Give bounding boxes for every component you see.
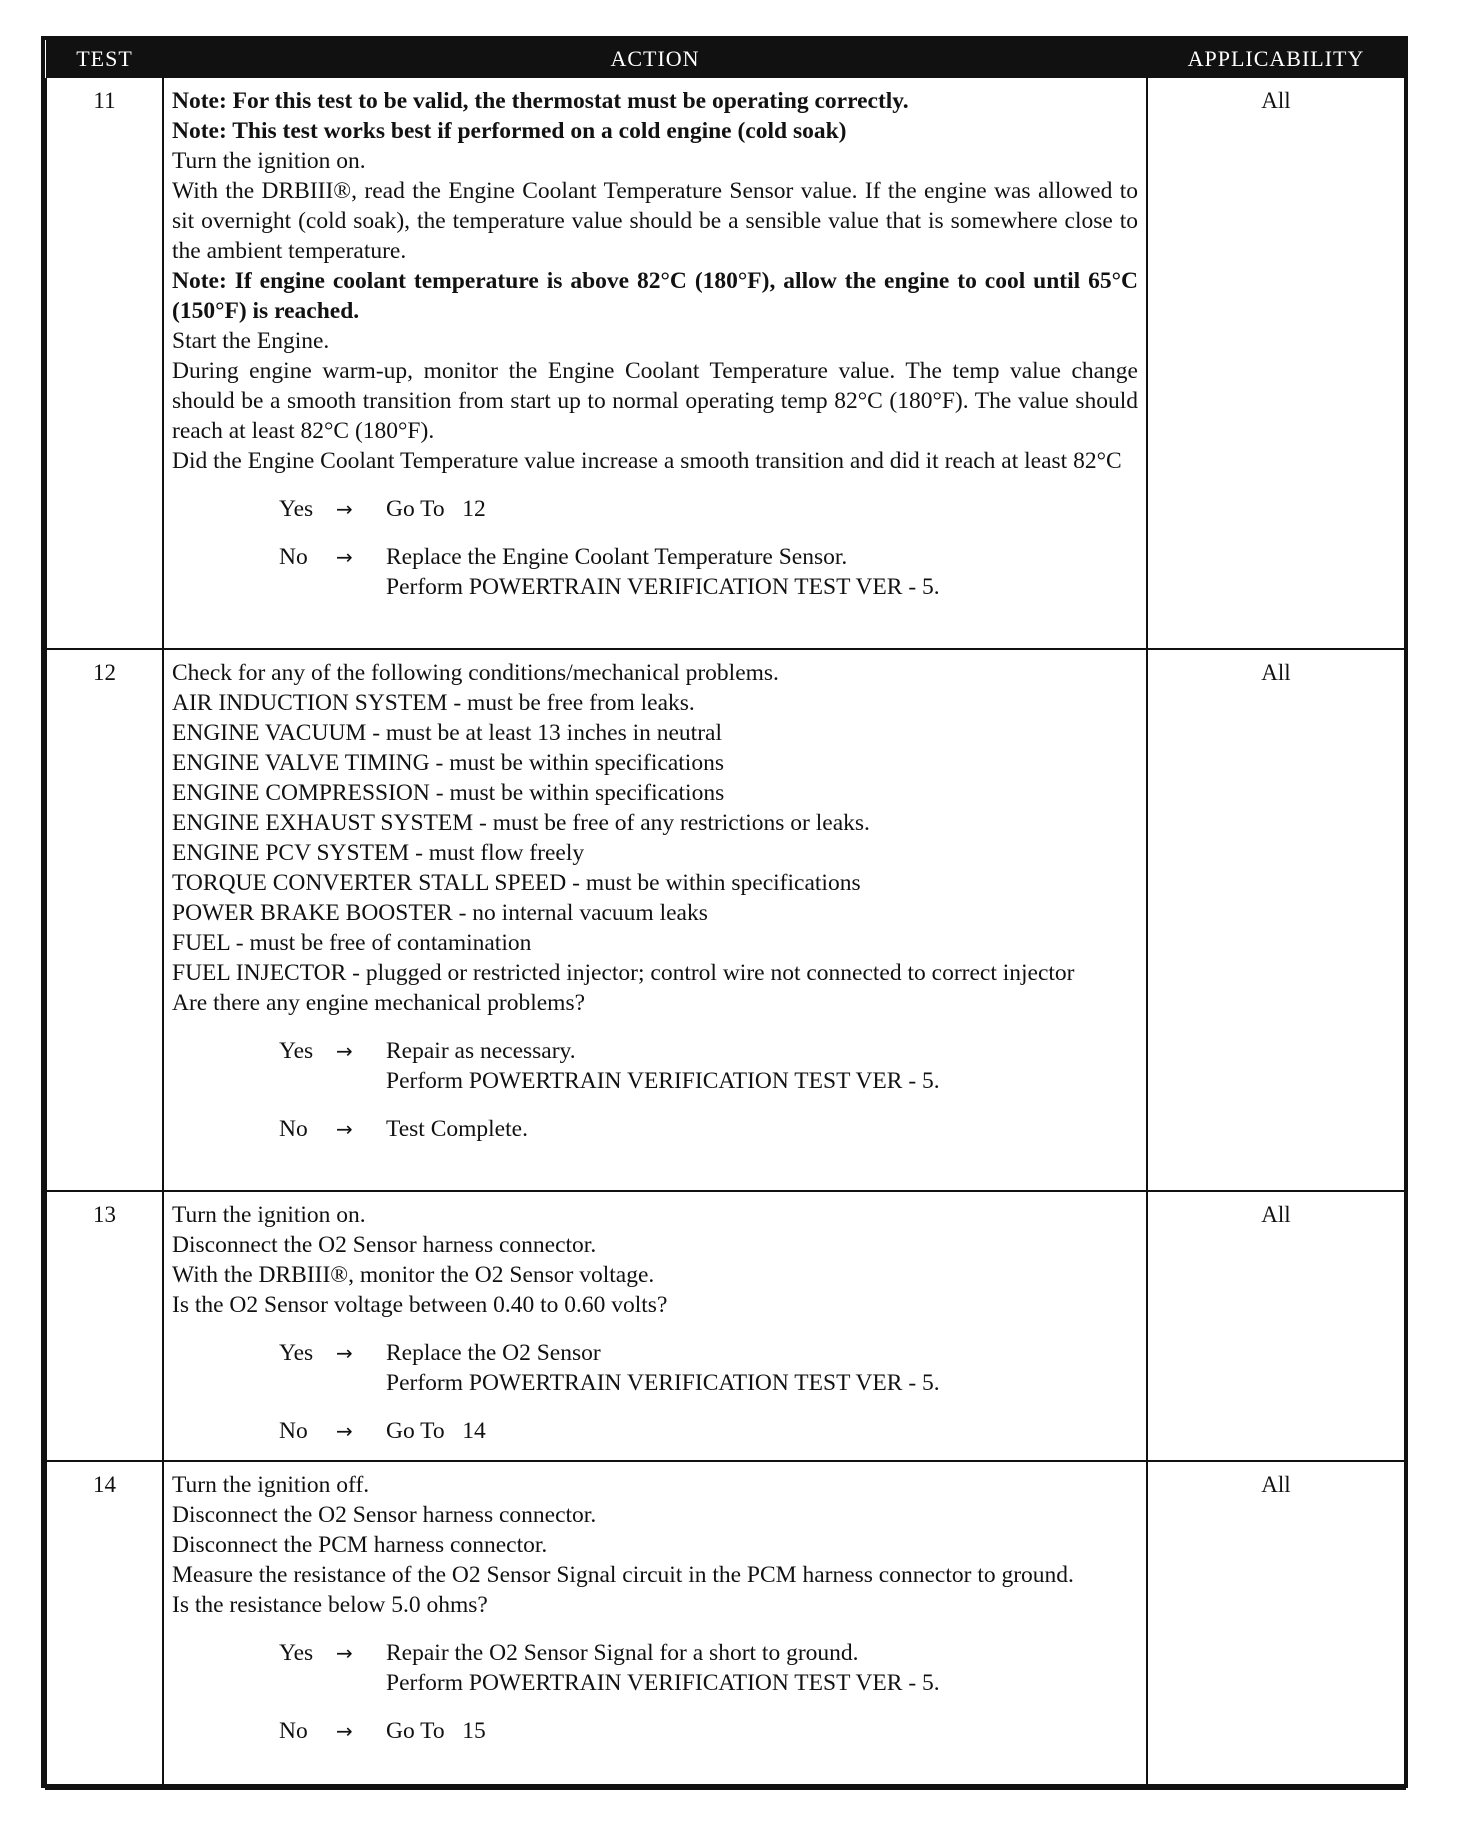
instruction-line: Disconnect the O2 Sensor harness connector. [172, 1232, 597, 1258]
right-arrow-icon: → [336, 1117, 353, 1141]
answer-result [386, 1114, 528, 1144]
applicability-value: All [1147, 1191, 1405, 1461]
header-test: TEST [46, 40, 163, 78]
applicability-value: All [1147, 649, 1405, 1191]
instruction-line: Turn the ignition on. [172, 148, 366, 174]
result-line: Perform POWERTRAIN VERIFICATION TEST VER - 5. [386, 1370, 940, 1396]
table-body [46, 78, 1405, 1789]
instruction-line: ENGINE VALVE TIMING - must be within specifications [172, 750, 724, 776]
result-line: Perform POWERTRAIN VERIFICATION TEST VER - 5. [386, 1670, 940, 1696]
answer-yes [279, 1638, 1138, 1698]
note-line: Note: This test works best if performed on a cold engine (cold soak) [172, 118, 847, 144]
answer-label: No [279, 1116, 308, 1142]
instruction-line: Disconnect the PCM harness connector. [172, 1532, 548, 1558]
answer-no [279, 1416, 1138, 1446]
applicability-value: All [1147, 78, 1405, 649]
action-cell [163, 1461, 1147, 1789]
instruction-line: POWER BRAKE BOOSTER - no internal vacuum leaks [172, 900, 708, 926]
instruction-line: With the DRBIII®, read the Engine Coolant Temperature Sensor value. If the engine was allowed to sit overnight (cold soak), the temperature value should be a sensible value that is somewhere close to the ambient temperature. [172, 178, 1138, 264]
answer-no [279, 1716, 1138, 1746]
answer-result [386, 1638, 940, 1698]
table-row [46, 1191, 1405, 1461]
instruction-line: Measure the resistance of the O2 Sensor Signal circuit in the PCM harness connector to ground. [172, 1562, 1074, 1588]
result-line: Test Complete. [386, 1116, 528, 1142]
right-arrow-icon: → [336, 1419, 353, 1443]
table-row [46, 1461, 1405, 1789]
note-line: Note: For this test to be valid, the thermostat must be operating correctly. [172, 88, 909, 114]
test-number: 14 [46, 1461, 163, 1789]
note-line: Note: If engine coolant temperature is above 82°C (180°F), allow the engine to cool until 65°C (150°F) is reached. [172, 268, 1138, 324]
answer-result [386, 1716, 486, 1746]
answer-no [279, 542, 1138, 602]
diagnostic-test-table [45, 40, 1406, 1790]
instruction-line: Is the O2 Sensor voltage between 0.40 to 0.60 volts? [172, 1292, 668, 1318]
test-number: 11 [46, 78, 163, 649]
answer-block [172, 494, 1138, 602]
result-line: Repair as necessary. [386, 1038, 576, 1064]
result-line: Go To 15 [386, 1718, 486, 1744]
result-line: Go To 12 [386, 496, 486, 522]
right-arrow-icon: → [336, 1719, 353, 1743]
answer-label: No [279, 544, 308, 570]
test-number: 12 [46, 649, 163, 1191]
answer-yes [279, 1338, 1138, 1398]
instruction-line: With the DRBIII®, monitor the O2 Sensor voltage. [172, 1262, 655, 1288]
instruction-line: FUEL INJECTOR - plugged or restricted injector; control wire not connected to correct injector [172, 960, 1075, 986]
answer-yes [279, 1036, 1138, 1096]
instruction-line: ENGINE PCV SYSTEM - must flow freely [172, 840, 585, 866]
header-applicability: APPLICABILITY [1147, 40, 1405, 78]
action-cell [163, 649, 1147, 1191]
answer-label: Yes [279, 1340, 314, 1366]
result-line: Perform POWERTRAIN VERIFICATION TEST VER - 5. [386, 574, 940, 600]
action-cell [163, 1191, 1147, 1461]
right-arrow-icon: → [336, 497, 353, 521]
instruction-line: Start the Engine. [172, 328, 330, 354]
instruction-line: Are there any engine mechanical problems? [172, 990, 586, 1016]
instruction-line: TORQUE CONVERTER STALL SPEED - must be within specifications [172, 870, 861, 896]
right-arrow-icon: → [336, 1341, 353, 1365]
answer-result [386, 1338, 940, 1398]
test-number: 13 [46, 1191, 163, 1461]
instruction-line: AIR INDUCTION SYSTEM - must be free from leaks. [172, 690, 695, 716]
instruction-line: ENGINE VACUUM - must be at least 13 inches in neutral [172, 720, 722, 746]
instruction-line: Turn the ignition off. [172, 1472, 370, 1498]
instruction-line: Did the Engine Coolant Temperature value increase a smooth transition and did it reach at least 82°C [172, 448, 1122, 474]
instruction-line: FUEL - must be free of contamination [172, 930, 532, 956]
result-line: Repair the O2 Sensor Signal for a short to ground. [386, 1640, 859, 1666]
answer-label: Yes [279, 496, 314, 522]
answer-result [386, 494, 486, 524]
result-line: Go To 14 [386, 1418, 486, 1444]
right-arrow-icon: → [336, 545, 353, 569]
answer-label: No [279, 1718, 308, 1744]
answer-block [172, 1338, 1138, 1446]
answer-result [386, 1036, 940, 1096]
table-row [46, 78, 1405, 649]
right-arrow-icon: → [336, 1641, 353, 1665]
table-row [46, 649, 1405, 1191]
instruction-line: Turn the ignition on. [172, 1202, 366, 1228]
instruction-line: ENGINE COMPRESSION - must be within specifications [172, 780, 725, 806]
result-line: Perform POWERTRAIN VERIFICATION TEST VER - 5. [386, 1068, 940, 1094]
instruction-line: During engine warm-up, monitor the Engine Coolant Temperature value. The temp value change should be a smooth transition from start up to normal operating temp 82°C (180°F). The value should reach at least 82°C (180°F). [172, 358, 1138, 444]
instruction-line: Is the resistance below 5.0 ohms? [172, 1592, 488, 1618]
answer-label: No [279, 1418, 308, 1444]
answer-label: Yes [279, 1038, 314, 1064]
answer-no [279, 1114, 1138, 1144]
result-line: Replace the Engine Coolant Temperature Sensor. [386, 544, 848, 570]
answer-block [172, 1638, 1138, 1746]
right-arrow-icon: → [336, 1039, 353, 1063]
action-cell [163, 78, 1147, 649]
answer-yes [279, 494, 1138, 524]
result-line: Replace the O2 Sensor [386, 1340, 601, 1366]
answer-result [386, 1416, 486, 1446]
applicability-value: All [1147, 1461, 1405, 1789]
answer-result [386, 542, 940, 602]
instruction-line: ENGINE EXHAUST SYSTEM - must be free of any restrictions or leaks. [172, 810, 870, 836]
instruction-line: Check for any of the following conditions/mechanical problems. [172, 660, 779, 686]
diagnostic-table-page [41, 36, 1408, 1788]
answer-block [172, 1036, 1138, 1144]
table-header-row [46, 40, 1405, 78]
answer-label: Yes [279, 1640, 314, 1666]
header-action: ACTION [163, 40, 1147, 78]
instruction-line: Disconnect the O2 Sensor harness connector. [172, 1502, 597, 1528]
